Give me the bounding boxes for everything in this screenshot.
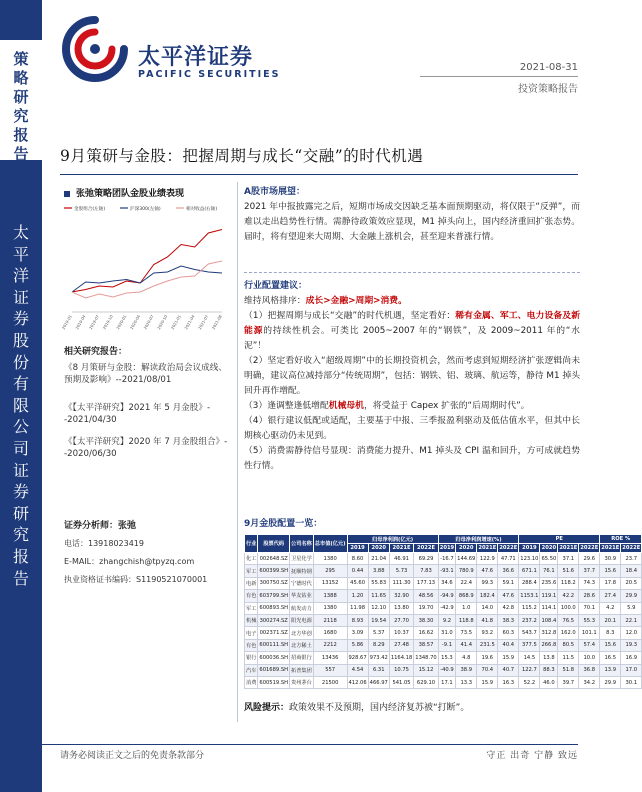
table-cell: 29.9 xyxy=(621,590,642,602)
perf-chart xyxy=(60,200,230,330)
point-3: （3）逢调整逢低增配机械母机，将受益于 Capex 扩张的“后周期时代”。 xyxy=(244,401,530,411)
table-heading: 9月金股配置一览： xyxy=(244,519,323,529)
table-cell: 机械 xyxy=(245,614,258,626)
table-cell: 76.5 xyxy=(558,614,579,626)
legend-label: 沪深300(左轴) xyxy=(130,207,161,212)
table-cell: 17.1 xyxy=(438,676,455,688)
logo-cn-text: 太平洋证券 xyxy=(138,45,254,70)
table-cell: 235.6 xyxy=(540,577,558,589)
table-cell: 36.8 xyxy=(579,664,600,676)
table-row xyxy=(245,676,642,688)
table-row xyxy=(245,614,642,626)
table-row xyxy=(245,664,642,676)
table-column-header: 2020 xyxy=(456,544,477,553)
table-cell: 1388 xyxy=(313,590,347,602)
table-cell: 5.9 xyxy=(621,602,642,614)
legend-label: 金股组合(左轴) xyxy=(74,207,106,212)
table-cell: 16.5 xyxy=(600,652,621,664)
table-cell: 162.0 xyxy=(558,627,579,639)
table-cell: 10.37 xyxy=(389,627,413,639)
table-cell: 8.29 xyxy=(368,639,389,651)
table-cell: 8.60 xyxy=(347,553,368,565)
table-cell: 22.4 xyxy=(456,577,477,589)
table-column-header: 2022E xyxy=(622,545,641,551)
table-cell: 19.54 xyxy=(368,614,389,626)
table-cell: 671.1 xyxy=(519,565,540,577)
table-cell: 46.0 xyxy=(540,676,558,688)
table-cell: 3.88 xyxy=(368,565,389,577)
table-cell: 28.6 xyxy=(579,590,600,602)
table-cell: 34.2 xyxy=(579,676,600,688)
table-column-header: 2022E xyxy=(414,544,438,553)
table-cell: 招商银行 xyxy=(290,652,314,664)
table-cell: 1164.18 xyxy=(389,652,413,664)
table-cell: 11.98 xyxy=(347,602,368,614)
table-cell: 100.0 xyxy=(558,602,579,614)
x-tick-label: 2020-10 xyxy=(156,314,169,331)
table-cell: 8.93 xyxy=(347,614,368,626)
gold-stock-table xyxy=(244,534,641,689)
table-cell: 312.8 xyxy=(540,627,558,639)
table-group-header: 归母净利润(亿元) xyxy=(347,535,438,544)
table-cell: 军工 xyxy=(245,565,258,577)
table-cell: 有色 xyxy=(245,590,258,602)
table-cell: 177.13 xyxy=(414,577,438,589)
table-cell: 27.70 xyxy=(389,614,413,626)
table-cell: -9.1 xyxy=(438,639,455,651)
x-tick-label: 2021-07 xyxy=(196,314,210,331)
table-cell: 88.3 xyxy=(540,664,558,676)
table-cell: 38.57 xyxy=(414,639,438,651)
point-4: （4）银行建议低配或适配，主要基于中报、三季报盈利驱动及低估值水平，但其中长期核心驱动仍未见到。 xyxy=(244,416,580,441)
table-cell: 23.7 xyxy=(621,553,642,565)
table-cell: 93.2 xyxy=(477,627,498,639)
table-row xyxy=(245,639,642,651)
table-cell: 13.80 xyxy=(389,602,413,614)
table-group-header: ROE % xyxy=(600,535,642,544)
table-cell: 化工 xyxy=(245,553,258,565)
table-cell: 15.9 xyxy=(498,652,519,664)
table-cell: 13152 xyxy=(313,577,347,589)
x-tick-label: 2020-01 xyxy=(115,314,128,331)
table-cell: 1.20 xyxy=(347,590,368,602)
table-cell: 14.0 xyxy=(477,602,498,614)
table-cell: 5.73 xyxy=(389,565,413,577)
table-cell: 13.3 xyxy=(456,676,477,688)
table-cell: 41.8 xyxy=(477,614,498,626)
title-rule xyxy=(60,174,578,175)
perf-chart-svg xyxy=(60,200,230,330)
risk-warning: 风险提示：政策效果不及预期，国内经济复苏被“打断”。 xyxy=(244,703,470,713)
table-cell: 17.0 xyxy=(621,664,642,676)
table-cell: 38.3 xyxy=(498,614,519,626)
table-cell: 阳光电源 xyxy=(290,614,314,626)
point-5: （5）消费需静待信号显现：消费能力提升、M1 掉头及 CPI 温和回升，方可成就趋势性行情。 xyxy=(244,446,580,471)
table-cell: 69.29 xyxy=(414,553,438,565)
report-type: 投资策略报告 xyxy=(518,84,578,95)
table-cell: 15.9 xyxy=(477,676,498,688)
table-cell: -42.9 xyxy=(438,602,455,614)
table-cell: 541.05 xyxy=(389,676,413,688)
table-column-header: 2021E xyxy=(478,545,497,551)
table-cell: 780.9 xyxy=(456,565,477,577)
table-cell: 13.9 xyxy=(600,664,621,676)
market-heading: A股市场展望： xyxy=(244,187,305,197)
table-cell: 19.6 xyxy=(477,652,498,664)
table-cell: 1348.70 xyxy=(414,652,438,664)
table-column-header: 2019 xyxy=(439,545,455,551)
series-line xyxy=(72,261,222,298)
table-cell: 32.90 xyxy=(389,590,413,602)
table-row xyxy=(245,627,642,639)
related-heading: 相关研究报告： xyxy=(64,347,128,357)
table-cell: 34.6 xyxy=(438,577,455,589)
table-cell: 601689.SH xyxy=(258,664,290,676)
table-cell: 消费 xyxy=(245,676,258,688)
table-cell: 15.12 xyxy=(414,664,438,676)
footer-disclaimer: 请务必阅读正文之后的免责条款部分 xyxy=(60,751,205,761)
table-cell: 600399.SH xyxy=(258,565,290,577)
table-cell: 55.3 xyxy=(579,614,600,626)
table-group-header: 公司名称 xyxy=(290,535,314,553)
table-cell: 17.8 xyxy=(600,577,621,589)
table-cell: 37.7 xyxy=(579,565,600,577)
footer-motto: 守正 出奇 宁静 致远 xyxy=(486,751,578,761)
table-row xyxy=(245,590,642,602)
series-line xyxy=(72,266,222,292)
table-cell: 101.1 xyxy=(579,627,600,639)
table-row xyxy=(245,565,642,577)
table-row xyxy=(245,602,642,614)
legend-label: 相对收益(右轴) xyxy=(186,207,218,212)
table-cell: 12.0 xyxy=(621,627,642,639)
table-cell: 60.3 xyxy=(498,627,519,639)
table-cell: 10.0 xyxy=(579,652,600,664)
gold-stock-table-grid xyxy=(244,534,642,689)
industry-allocation xyxy=(244,278,580,474)
table-column-header: 2019 xyxy=(347,544,368,553)
table-cell: 9.2 xyxy=(438,614,455,626)
table-cell: 31.0 xyxy=(438,627,455,639)
x-tick-label: 2020-04 xyxy=(128,314,142,331)
table-cell: 贵州茅台 xyxy=(290,676,314,688)
table-cell: 8.3 xyxy=(600,627,621,639)
table-cell: 45.60 xyxy=(347,577,368,589)
table-group-header: 总市值(亿元) xyxy=(313,535,347,553)
table-cell: 629.10 xyxy=(414,676,438,688)
table-cell: 868.9 xyxy=(456,590,477,602)
table-cell: 928.67 xyxy=(347,652,368,664)
market-outlook xyxy=(244,184,580,245)
section-rule xyxy=(244,272,580,273)
table-cell: 7.83 xyxy=(414,565,438,577)
x-tick-label: 2020-07 xyxy=(142,314,155,331)
table-cell: 51.8 xyxy=(558,664,579,676)
table-cell: 电子 xyxy=(245,627,258,639)
table-cell: 38.30 xyxy=(414,614,438,626)
table-cell: 600893.SH xyxy=(258,602,290,614)
table-cell: 39.7 xyxy=(558,676,579,688)
table-group-header: PE xyxy=(519,535,600,544)
table-row xyxy=(245,652,642,664)
table-cell: 16.62 xyxy=(414,627,438,639)
table-cell: 14.5 xyxy=(519,652,540,664)
table-cell: 40.4 xyxy=(498,639,519,651)
table-cell: 16.9 xyxy=(621,652,642,664)
table-cell: 21500 xyxy=(313,676,347,688)
table-cell: 航发动力 xyxy=(290,602,314,614)
sidebar-top-label: 策略研究报告 xyxy=(13,50,29,163)
table-cell: 19.70 xyxy=(414,602,438,614)
table-cell: 115.2 xyxy=(519,602,540,614)
table-cell: 29.9 xyxy=(600,676,621,688)
table-cell: 5.37 xyxy=(368,627,389,639)
table-cell: 4.54 xyxy=(347,664,368,676)
footer-rule xyxy=(42,744,578,745)
table-cell: 48.56 xyxy=(414,590,438,602)
table-cell: 377.5 xyxy=(519,639,540,651)
table-cell: 231.5 xyxy=(477,639,498,651)
table-cell: 295 xyxy=(313,565,347,577)
table-cell: 11.65 xyxy=(368,590,389,602)
x-tick-label: 2021-04 xyxy=(183,314,196,331)
perf-heading: 张弛策略团队金股业绩表现 xyxy=(64,186,184,199)
table-cell: 6.31 xyxy=(368,664,389,676)
table-cell: 80.5 xyxy=(558,639,579,651)
x-tick-label: 2021-01 xyxy=(169,314,182,331)
table-cell: 466.97 xyxy=(368,676,389,688)
point-1: （1）把握周期与成长“交融”的时代机遇，坚定看好：稀有金属、军工、电力设备及新能源的持续性机会。可类比 2005~2007 年的“钢铁”，及 2009~2011 年的“水泥”！ xyxy=(244,311,580,351)
table-cell: 557 xyxy=(313,664,347,676)
table-cell: 47.6 xyxy=(477,565,498,577)
x-tick-label: 2019-10 xyxy=(101,314,114,331)
ranking-line: 维持风格排序：成长>金融>周期>消费。 xyxy=(244,296,407,306)
table-cell: 111.30 xyxy=(389,577,413,589)
report-date: 2021-08-31 xyxy=(519,62,578,73)
analyst-heading: 证券分析师：张弛 xyxy=(64,521,137,531)
table-cell: 有色 xyxy=(245,639,258,651)
table-cell: 1.0 xyxy=(456,602,477,614)
table-cell: 600036.SH xyxy=(258,652,290,664)
table-cell: 20.1 xyxy=(600,614,621,626)
industry-heading: 行业配置建议： xyxy=(244,281,308,291)
table-cell: 汽车 xyxy=(245,664,258,676)
point-2: （2）坚定看好收入“超级周期”中的长期投资机会，然而考虑到短期经济扩张逻辑尚未明确，建议高位减持部分“传统周期”，包括：钢铁、铝、玻璃、航运等，静待 M1 掉头回升再作增配。 xyxy=(244,356,580,396)
x-tick-label: 2019-01 xyxy=(60,314,73,331)
table-column-header: 2022E xyxy=(499,545,518,551)
table-cell: 13.8 xyxy=(540,652,558,664)
table-column-header: 2019 xyxy=(519,544,540,553)
table-column-header: 2022E xyxy=(580,545,599,551)
table-cell: 27.48 xyxy=(389,639,413,651)
table-cell: 卫星化学 xyxy=(290,553,314,565)
analyst-phone: 电话：13918023419 xyxy=(64,539,144,548)
table-cell: 1680 xyxy=(313,627,347,639)
table-cell: 38.9 xyxy=(456,664,477,676)
column-divider xyxy=(237,182,238,722)
table-cell: 1380 xyxy=(313,553,347,565)
table-cell: 11.5 xyxy=(558,652,579,664)
table-cell: 2212 xyxy=(313,639,347,651)
table-cell: 288.4 xyxy=(519,577,540,589)
table-cell: 4.2 xyxy=(600,602,621,614)
x-tick-label: 2019-07 xyxy=(87,314,101,331)
table-cell: 抚顺特钢 xyxy=(290,565,314,577)
table-column-header: 2021E xyxy=(559,545,578,551)
table-cell: 1380 xyxy=(313,602,347,614)
table-cell: 118.8 xyxy=(456,614,477,626)
table-cell: 29.6 xyxy=(579,553,600,565)
table-cell: 51.6 xyxy=(558,565,579,577)
table-column-header: 2020 xyxy=(368,544,389,553)
table-cell: 123.10 xyxy=(519,553,540,565)
analyst-email[interactable]: E-MAIL：zhangchish@tpyzq.com xyxy=(64,557,195,566)
table-cell: 144.69 xyxy=(456,553,477,565)
table-cell: 银行 xyxy=(245,652,258,664)
table-cell: 002648.SZ xyxy=(258,553,290,565)
table-cell: -16.7 xyxy=(438,553,455,565)
table-cell: 21.04 xyxy=(368,553,389,565)
table-cell: 20.5 xyxy=(621,577,642,589)
table-cell: 1153.1 xyxy=(519,590,540,602)
table-cell: 266.8 xyxy=(540,639,558,651)
table-group-header: 股票代码 xyxy=(258,535,290,553)
table-cell: 002371.SZ xyxy=(258,627,290,639)
table-cell: 70.4 xyxy=(477,664,498,676)
table-cell: 65.50 xyxy=(540,553,558,565)
table-cell: 36.6 xyxy=(498,565,519,577)
table-cell: 16.3 xyxy=(498,676,519,688)
square-bullet-icon xyxy=(64,191,70,197)
table-cell: 37.1 xyxy=(558,553,579,565)
table-cell: 10.75 xyxy=(389,664,413,676)
sidebar-bottom-label: 太平洋证券股份有限公司证券研究报告 xyxy=(12,223,29,588)
table-cell: 57.4 xyxy=(579,639,600,651)
company-logo xyxy=(60,14,310,84)
logo-mark-icon xyxy=(60,14,130,84)
table-row xyxy=(245,553,642,565)
logo-en-text: PACIFIC SECURITIES xyxy=(138,69,281,80)
table-cell: 3.09 xyxy=(347,627,368,639)
table-cell: 30.1 xyxy=(621,676,642,688)
market-text: 2021 年中报披露完之后，短期市场成交因缺乏基本面预期驱动，将仅限于“反弹”，而难以走出趋势性行情。需静待政策效应显现，M1 掉头向上，国内经济重回扩张态势。届时，将有望迎来大周期、大金融上涨机会，甚至迎来普涨行情。 xyxy=(244,202,580,242)
x-tick-label: 2021-08 xyxy=(210,314,223,331)
table-cell: 55.83 xyxy=(368,577,389,589)
table-cell: 18.4 xyxy=(621,565,642,577)
table-cell: 46.91 xyxy=(389,553,413,565)
related-report-2[interactable]: 《【太平洋研究】2021 年 5 月金股》--2021/04/30 xyxy=(64,403,211,425)
table-cell: 4.8 xyxy=(456,652,477,664)
table-cell: 182.4 xyxy=(477,590,498,602)
table-cell: 70.1 xyxy=(579,602,600,614)
table-cell: 0.44 xyxy=(347,565,368,577)
table-cell: 42.8 xyxy=(498,602,519,614)
x-tick-label: 2019-04 xyxy=(74,314,87,331)
table-cell: 973.42 xyxy=(368,652,389,664)
table-cell: 47.71 xyxy=(498,553,519,565)
table-cell: 122.9 xyxy=(477,553,498,565)
table-cell: 电新 xyxy=(245,577,258,589)
table-cell: -40.9 xyxy=(438,664,455,676)
table-column-header: 2021E xyxy=(389,544,413,553)
table-cell: 15.3 xyxy=(438,652,455,664)
table-cell: 5.86 xyxy=(347,639,368,651)
table-cell: 600519.SH xyxy=(258,676,290,688)
table-cell: 119.1 xyxy=(540,590,558,602)
table-cell: 40.7 xyxy=(498,664,519,676)
table-cell: 军工 xyxy=(245,602,258,614)
table-cell: 12.10 xyxy=(368,602,389,614)
header-rule xyxy=(420,76,578,77)
table-cell: -94.9 xyxy=(438,590,455,602)
table-cell: 300750.SZ xyxy=(258,577,290,589)
table-cell: 北方稀土 xyxy=(290,639,314,651)
table-cell: 42.2 xyxy=(558,590,579,602)
related-report-3[interactable]: 《【太平洋研究】2020 年 7 月金股组合》--2020/06/30 xyxy=(64,437,228,459)
table-cell: 47.6 xyxy=(498,590,519,602)
table-cell: 600111.SH xyxy=(258,639,290,651)
table-cell: 59.1 xyxy=(498,577,519,589)
table-cell: 30.9 xyxy=(600,553,621,565)
table-cell: 22.1 xyxy=(621,614,642,626)
table-cell: 拓普集团 xyxy=(290,664,314,676)
table-cell: 15.6 xyxy=(600,639,621,651)
table-cell: 73.5 xyxy=(456,627,477,639)
table-cell: 122.7 xyxy=(519,664,540,676)
table-cell: 99.3 xyxy=(477,577,498,589)
analyst-cert: 执业资格证书编码：S1190521070001 xyxy=(64,575,208,584)
table-cell: 13436 xyxy=(313,652,347,664)
table-cell: 74.3 xyxy=(579,577,600,589)
table-cell: 108.4 xyxy=(540,614,558,626)
table-cell: 52.2 xyxy=(519,676,540,688)
table-column-header: 2020 xyxy=(541,545,557,551)
related-report-1[interactable]: 《8 月策研与金股：解读政治局会议成线、预期及影响》--2021/08/01 xyxy=(64,363,227,385)
table-cell: 宁德时代 xyxy=(290,577,314,589)
table-group-header: 归母净利润增速(%) xyxy=(438,535,519,544)
table-cell: 543.7 xyxy=(519,627,540,639)
table-cell: 118.2 xyxy=(558,577,579,589)
table-cell: 114.1 xyxy=(540,602,558,614)
table-row xyxy=(245,577,642,589)
table-cell: 300274.SZ xyxy=(258,614,290,626)
table-cell: 2118 xyxy=(313,614,347,626)
table-cell: 19.3 xyxy=(621,639,642,651)
table-cell: 华友钴业 xyxy=(290,590,314,602)
table-cell: 15.6 xyxy=(600,565,621,577)
table-cell: -93.1 xyxy=(438,565,455,577)
table-cell: 412.06 xyxy=(347,676,368,688)
table-cell: 27.4 xyxy=(600,590,621,602)
table-group-header: 行业 xyxy=(245,535,258,553)
table-column-header: 2021E xyxy=(601,545,620,551)
page-title: 9月策研与金股：把握周期与成长“交融”的时代机遇 xyxy=(60,147,424,165)
table-cell: 237.2 xyxy=(519,614,540,626)
table-cell: 76.1 xyxy=(540,565,558,577)
table-cell: 603799.SH xyxy=(258,590,290,602)
table-cell: 北方华创 xyxy=(290,627,314,639)
table-cell: 41.4 xyxy=(456,639,477,651)
